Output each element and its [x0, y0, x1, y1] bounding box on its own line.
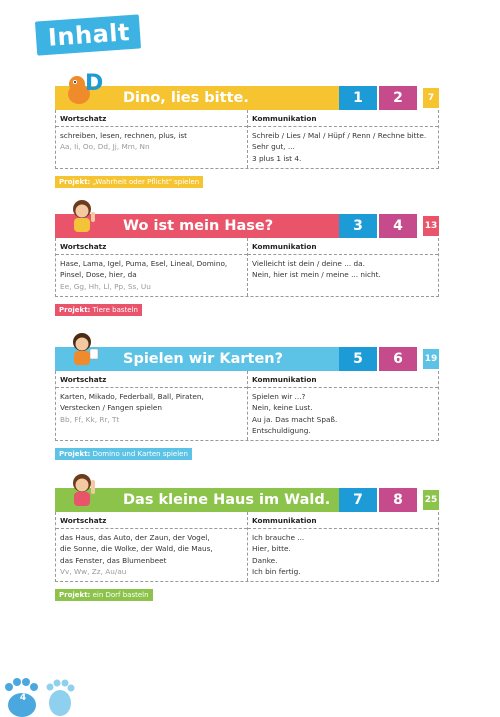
girl-mascot-icon: [65, 470, 101, 510]
unit-title: Dino, lies bitte.: [123, 90, 249, 106]
phrase-line: Ich brauche ...: [252, 533, 305, 543]
kommunikation-column: [248, 371, 438, 440]
unit-section: [55, 488, 439, 601]
vocab-line: Karten, Mikado, Federball, Ball, Piraten,: [60, 392, 204, 402]
phrase-line: Spielen wir ...?: [252, 392, 306, 402]
letters-line: Aa, Ii, Oo, Dd, Jj, Mm, Nn: [60, 142, 150, 152]
project-tag: [55, 176, 203, 188]
phrase-line: 3 plus 1 ist 4.: [252, 153, 302, 163]
phrase-line: Ich bin fertig.: [252, 566, 301, 576]
unit-table: [55, 371, 439, 441]
kommunikation-header: Kommunikation: [248, 371, 438, 388]
unit-header: [55, 214, 439, 238]
unit-section: [55, 347, 439, 460]
vocab-line: Hase, Lama, Igel, Puma, Esel, Lineal, Domino,: [60, 259, 228, 269]
unit-table: [55, 512, 439, 582]
wortschatz-column: [56, 512, 248, 581]
vocab-line: Pinsel, Dose, hier, da: [60, 270, 137, 280]
phrase-line: Hier, bitte.: [252, 544, 291, 554]
lesson-number: 5: [339, 347, 377, 371]
project-label: Projekt:: [59, 591, 91, 600]
project-text: Tiere basteln: [92, 305, 138, 314]
lesson-number: 7: [339, 488, 377, 512]
dino-mascot-icon: [65, 68, 104, 108]
kommunikation-header: Kommunikation: [248, 238, 438, 255]
unit-header: [55, 488, 439, 512]
phrase-line: Nein, hier ist mein / meine ... nicht.: [252, 270, 381, 280]
phrase-line: Entschuldigung.: [252, 425, 311, 435]
vocab-line: das Fenster, das Blumenbeet: [60, 555, 167, 565]
unit-table: [55, 238, 439, 297]
footprints-icon: [0, 665, 80, 717]
unit-header: [55, 71, 439, 110]
phrase-line: Danke.: [252, 555, 278, 565]
kommunikation-header: Kommunikation: [248, 110, 438, 127]
unit-title: Spielen wir Karten?: [123, 351, 284, 367]
unit-page-number: 19: [423, 349, 439, 369]
vocab-line: Verstecken / Fangen spielen: [60, 403, 163, 413]
unit-section: [55, 214, 439, 316]
project-tag: [55, 589, 153, 601]
lesson-number: 6: [379, 347, 417, 371]
kommunikation-column: [248, 512, 438, 581]
project-text: ein Dorf basteln: [92, 591, 149, 600]
wortschatz-column: [56, 238, 248, 296]
project-tag: [55, 304, 142, 316]
lesson-number: 8: [379, 488, 417, 512]
unit-page-number: 7: [423, 88, 439, 108]
lesson-number: 1: [339, 86, 377, 110]
vocab-line: die Sonne, die Wolke, der Wald, die Maus,: [60, 544, 213, 554]
lesson-number: 4: [379, 214, 417, 238]
unit-title: Das kleine Haus im Wald.: [123, 492, 331, 508]
wortschatz-column: [56, 110, 248, 168]
vocab-line: schreiben, lesen, rechnen, plus, ist: [60, 131, 188, 141]
project-text: Domino und Karten spielen: [92, 450, 188, 459]
wortschatz-header: Wortschatz: [56, 238, 247, 255]
project-tag: [55, 448, 192, 460]
kommunikation-column: [248, 110, 438, 168]
phrase-line: Vielleicht ist dein / deine ... da.: [252, 259, 365, 269]
project-label: Projekt:: [59, 177, 91, 186]
phrase-line: Au ja. Das macht Spaß.: [252, 414, 338, 424]
kommunikation-column: [248, 238, 438, 296]
boy-mascot-icon: [65, 329, 101, 369]
letters-line: Ee, Gg, Hh, Ll, Pp, Ss, Uu: [60, 281, 151, 291]
unit-table: [55, 110, 439, 169]
unit-page-number: 13: [423, 216, 439, 236]
project-text: „Wahrheit oder Pflicht" spielen: [92, 177, 200, 186]
unit-header: [55, 347, 439, 371]
letters-line: Bb, Ff, Kk, Rr, Tt: [60, 414, 120, 424]
lesson-number: 2: [379, 86, 417, 110]
wortschatz-column: [56, 371, 248, 440]
page-title: Inhalt: [35, 14, 141, 55]
phrase-line: Schreib / Lies / Mal / Hüpf / Renn / Rechne bitte.: [252, 131, 427, 141]
unit-section: [55, 71, 439, 188]
wortschatz-header: Wortschatz: [56, 110, 247, 127]
phrase-line: Sehr gut, ...: [252, 142, 295, 152]
lesson-number: 3: [339, 214, 377, 238]
letters-line: Vv, Ww, Zz, Au/au: [60, 566, 127, 576]
project-label: Projekt:: [59, 305, 91, 314]
phrase-line: Nein, keine Lust.: [252, 403, 313, 413]
unit-page-number: 25: [423, 490, 439, 510]
unit-title: Wo ist mein Hase?: [123, 218, 274, 234]
kommunikation-header: Kommunikation: [248, 512, 438, 529]
page-number: 4: [19, 693, 27, 703]
girl-mascot-icon: [65, 196, 101, 236]
wortschatz-header: Wortschatz: [56, 371, 247, 388]
vocab-line: das Haus, das Auto, der Zaun, der Vogel,: [60, 533, 210, 543]
project-label: Projekt:: [59, 450, 91, 459]
svg-text:D: D: [85, 71, 104, 96]
wortschatz-header: Wortschatz: [56, 512, 247, 529]
